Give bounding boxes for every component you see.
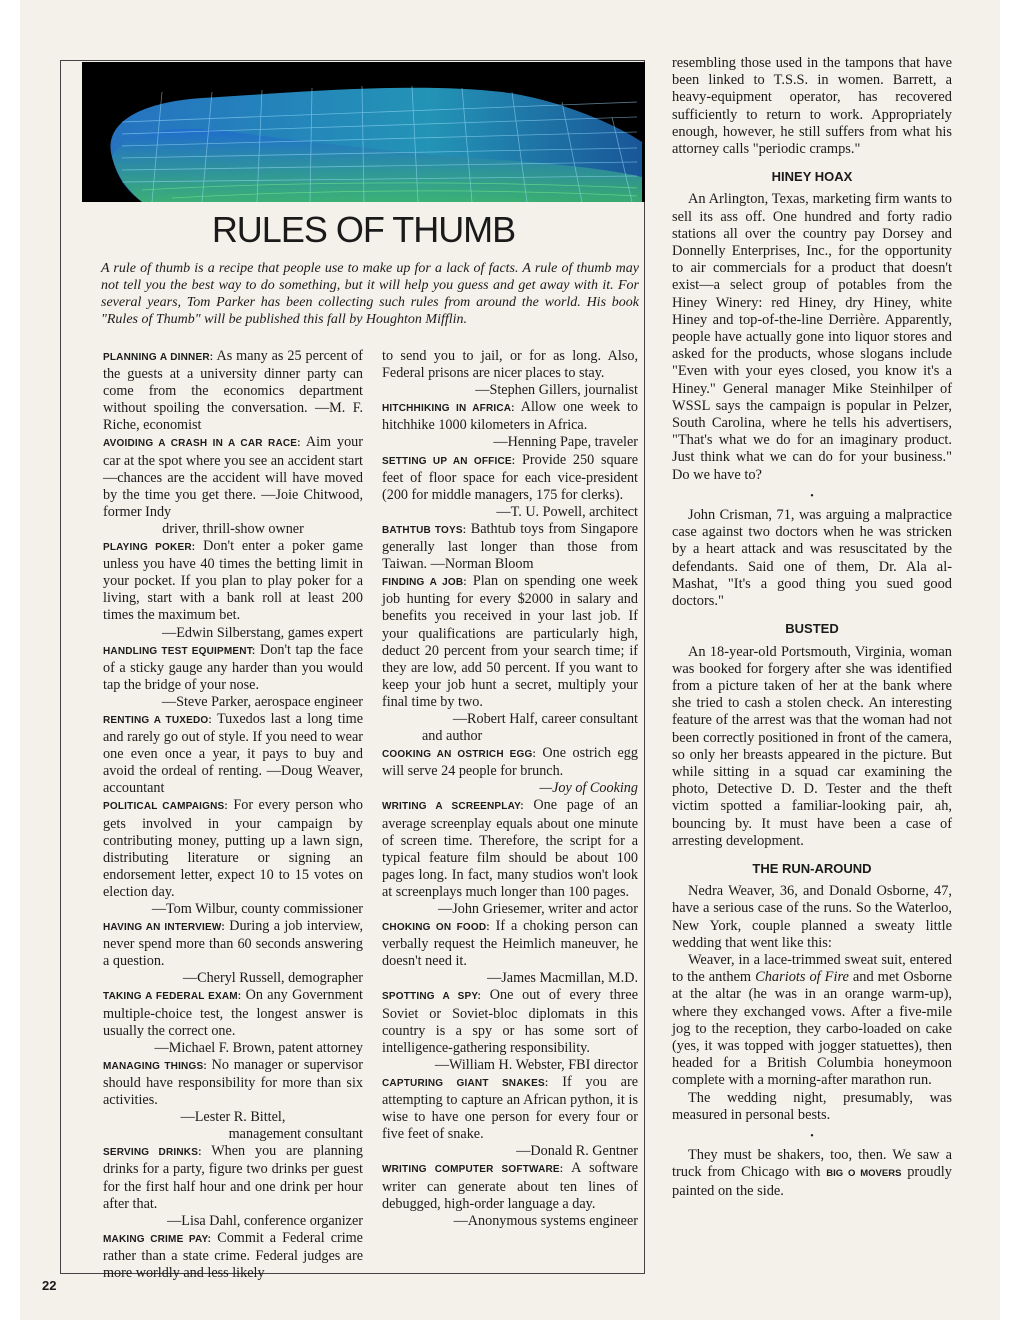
rule-text: When you are planning drinks for a party, figure two drinks per guest for the first half hour and one drink per hour after that. bbox=[103, 1143, 363, 1212]
section-heading: THE RUN-AROUND bbox=[752, 860, 872, 876]
rule-text: Allow one week to hitchhike 1000 kilometers in Africa. bbox=[382, 399, 638, 434]
rule-attribution: —Michael F. Brown, patent attorney bbox=[154, 1039, 363, 1056]
rule-attribution: —Henning Pape, traveler bbox=[493, 434, 638, 451]
rule-entry bbox=[382, 399, 638, 434]
rule-label: HAVING AN INTERVIEW: bbox=[103, 922, 225, 934]
thumb-wireframe-image bbox=[82, 62, 645, 202]
rule-attribution: —James Macmillan, M.D. bbox=[487, 970, 638, 987]
rule-attribution: —William H. Webster, FBI director bbox=[434, 1056, 638, 1073]
paragraph bbox=[672, 952, 952, 1090]
rule-text: Tuxedos last a long time and rarely go out of style. If you need to wear one even once a year, it pays to buy and avoid the ordeal of renting. —Doug Weaver, accountant bbox=[103, 710, 364, 797]
rule-entry bbox=[103, 434, 363, 520]
rules-column-left bbox=[103, 348, 363, 1282]
rule-entry bbox=[103, 538, 363, 624]
paragraph: The wedding night, presumably, was measured in personal bests. bbox=[672, 1089, 952, 1123]
rule-label: SETTING UP AN OFFICE: bbox=[382, 455, 516, 467]
paragraph bbox=[672, 1147, 952, 1200]
rule-label: HANDLING TEST EQUIPMENT: bbox=[103, 645, 256, 657]
rule-attribution: —Donald R. Gentner bbox=[516, 1143, 638, 1160]
rule-text: Don't enter a poker game unless you have 40 times the betting limit in your pocket. If you plan to play poker for a living, start with a bank roll at least 200 times the maximum bet. bbox=[103, 538, 363, 624]
rule-entry bbox=[103, 987, 363, 1039]
rule-entry bbox=[103, 642, 363, 694]
rule-entry bbox=[103, 797, 363, 901]
rule-label: RENTING A TUXEDO: bbox=[103, 714, 212, 726]
section-heading: HINEY HOAX bbox=[771, 169, 853, 185]
rule-entry bbox=[103, 711, 363, 797]
rule-label: MANAGING THINGS: bbox=[103, 1060, 207, 1072]
rule-text: One ostrich egg will serve 24 people for brunch. bbox=[382, 745, 638, 780]
rule-text: Don't tap the face of a sticky gauge any harder than you would tap the bridge of your nose. bbox=[103, 641, 363, 693]
rule-text: Aim your car at the spot where you see an accident start—chances are the accident will have moved by the time you get there. —Joie Chitwood, former Indy bbox=[103, 434, 363, 520]
rule-entry bbox=[103, 1057, 363, 1109]
rule-attribution: —Anonymous systems engineer bbox=[453, 1212, 638, 1229]
rule-text: During a job interview, never spend more than 60 seconds answering a question. bbox=[103, 918, 363, 970]
rule-attribution: —Steve Parker, aerospace engineer bbox=[161, 693, 363, 710]
italic-title: Chariots of Fire bbox=[755, 969, 849, 986]
rule-attribution: —Cheryl Russell, demographer bbox=[182, 970, 363, 987]
rule-attribution: management consultant bbox=[228, 1126, 363, 1143]
paragraph: An 18-year-old Portsmouth, Virginia, woman was booked for forgery after she was identified from a picture taken of her at the bank where she tried to cash a stolen check. An interesting feature of the arrest was that the woman had not been correctly positioned in front of the camera, so only her breasts appeared in the picture. But while sitting in a squad car examining the photo, Detective D. D. Tester and the theft victim spotted a familiar-looking pair, ah, bouncing by. It must have been a case of arresting development. bbox=[672, 643, 952, 849]
rule-label: PLAYING POKER: bbox=[103, 542, 196, 554]
paragraph: resembling those used in the tampons that have been linked to T.S.S. in women. Barrett, a heavy-equipment operator, has recovered sufficiently to return to work. Appropriately enough, however, he still suffers from what his attorney calls "periodic cramps." bbox=[672, 55, 952, 158]
rule-label: HITCHHIKING IN AFRICA: bbox=[382, 403, 515, 415]
news-column-right bbox=[672, 55, 952, 1200]
rule-entry bbox=[382, 745, 638, 780]
rule-text: Plan on spending one week job hunting for every $2000 in salary and benefits you received in your last job. If your qualifications are particularly high, deduct 20 percent from your search time; if they are low, add 50 percent. If you want to keep your job hunt a secret, multiply your final time by two. bbox=[382, 573, 638, 710]
rule-attribution: —Robert Half, career consultant bbox=[452, 710, 638, 727]
rule-label: TAKING A FEDERAL EXAM: bbox=[103, 991, 242, 1003]
rule-text: One page of an average screenplay equals about one minute of screen time. Therefore, the script for a typical feature film should be about 100 pages long. In fact, many studios won't look at screenplays much longer than 100 pages. bbox=[382, 797, 638, 900]
text-run: Weaver, in a lace-trimmed sweat suit, entered to the anthem bbox=[672, 951, 952, 986]
rule-attribution: driver, thrill-show owner bbox=[162, 520, 304, 537]
rule-attribution: —John Griesemer, writer and actor bbox=[438, 901, 638, 917]
rule-attribution: —Edwin Silberstang, games expert bbox=[162, 624, 363, 641]
rule-label: SERVING DRINKS: bbox=[103, 1147, 202, 1159]
rule-text: As many as 25 percent of the guests at a university dinner party can come from the economics department without spoiling the conversation. —M. F. Riche, economist bbox=[103, 348, 363, 434]
rule-entry bbox=[382, 521, 638, 573]
rule-text: On any Government multiple-choice test, the longest answer is usually the correct one. bbox=[103, 987, 363, 1039]
bullet-separator: • bbox=[810, 1130, 814, 1142]
rule-entry bbox=[382, 1074, 638, 1143]
section-heading: BUSTED bbox=[785, 621, 839, 637]
rule-label: PLANNING A DINNER: bbox=[103, 352, 214, 363]
bullet-separator: • bbox=[810, 490, 814, 502]
rule-entry bbox=[382, 797, 638, 901]
rule-text: No manager or supervisor should have responsibility for more than six activities. bbox=[103, 1056, 363, 1109]
rule-label: POLITICAL CAMPAIGNS: bbox=[103, 801, 228, 813]
rule-attribution: —Stephen Gillers, journalist bbox=[475, 382, 638, 399]
rule-attribution: —Lisa Dahl, conference organizer bbox=[167, 1212, 363, 1229]
rule-entry bbox=[382, 452, 638, 504]
text-run: They must be shakers, too, then. We saw a truck from Chicago with bbox=[672, 1147, 952, 1181]
rule-text: If you are attempting to capture an African python, it is wise to have one person for every four or five feet of snake. bbox=[382, 1073, 638, 1143]
rule-label: MAKING CRIME PAY: bbox=[103, 1233, 212, 1245]
rule-text: Commit a Federal crime rather than a state crime. Federal judges are more worldly and less likely bbox=[103, 1229, 363, 1281]
rule-text: to send you to jail, or for as long. Also, Federal prisons are nicer places to stay. bbox=[382, 348, 638, 382]
rule-label: CHOKING ON FOOD: bbox=[382, 922, 490, 934]
rule-attribution: —Joy of Cooking bbox=[539, 780, 638, 797]
rule-label: WRITING COMPUTER SOFTWARE: bbox=[382, 1164, 564, 1176]
rule-label: CAPTURING GIANT SNAKES: bbox=[382, 1077, 549, 1089]
rule-text: One out of every three Soviet or Soviet-bloc diplomats in this country is a spy or has some sort of intelligence-gathering responsibility. bbox=[382, 987, 639, 1056]
page-number: 22 bbox=[42, 1278, 57, 1293]
rule-attribution: —Lester R. Bittel, bbox=[180, 1109, 286, 1126]
rule-entry bbox=[103, 1143, 363, 1212]
small-caps-text: BIG O MOVERS bbox=[826, 1168, 902, 1180]
rule-text: For every person who gets involved in your campaign by contributing money, putting up a lawn sign, distributing literature or signing an endorsement letter, expect 10 to 15 votes on election day. bbox=[103, 797, 363, 900]
rule-text: A software writer can generate about ten lines of debugged, high-order language a day. bbox=[382, 1160, 638, 1212]
rule-label: WRITING A SCREENPLAY: bbox=[382, 801, 524, 813]
text-run: proudly painted on the side. bbox=[672, 1164, 952, 1199]
rule-entry bbox=[382, 573, 638, 711]
article-title: RULES OF THUMB bbox=[211, 209, 516, 250]
paragraph: John Crisman, 71, was arguing a malpractice case against two doctors when he was stricken by a heart attack and was resuscitated by the defendants. Said one of them, Dr. Ala al-Mashat, "It's a good thing you sued good doctors." bbox=[672, 507, 952, 610]
rule-attribution: —Tom Wilbur, county commissioner bbox=[151, 901, 363, 917]
rule-label: BATHTUB TOYS: bbox=[382, 524, 467, 536]
rule-entry bbox=[382, 918, 638, 970]
rule-entry bbox=[382, 1160, 638, 1212]
rule-label: FINDING A JOB: bbox=[382, 577, 467, 589]
article-intro: A rule of thumb is a recipe that people use to make up for a lack of facts. A rule of thumb may not tell you the best way to do something, but it will help you guess and get away with it. For several years, Tom Parker has been collecting such rules from around the world. His book "Rules of Thumb" will be published this fall by Houghton Mifflin. bbox=[101, 261, 639, 327]
rule-entry bbox=[382, 348, 638, 382]
rule-entry bbox=[103, 918, 363, 970]
rule-text: Provide 250 square feet of floor space for each vice-president (200 for middle managers, 175 for clerks). bbox=[382, 451, 638, 503]
rule-entry bbox=[103, 1230, 363, 1282]
paragraph: An Arlington, Texas, marketing firm wants to sell its ass off. One hundred and forty radio stations all over the country pay Dorsey and Donnelly Enterprises, Inc., for the opportunity to air commercials for a product that doesn't exist—a select group of potables from the Hiney Winery: red Hiney, dry Hiney, white Hiney and top-of-the-line Derrière. Apparently, people have actually gone into liquor stores and asked for the products, whose slogans include "Even with your eyes closed, you know it's a Hiney." General manager Mike Steinhilper of WSSL says the campaign is popular in Pelzer, South Carolina, where he tells his advertisers, "That's what we do for an imaginary product. Just think what we can do for your business." Do we have to? bbox=[672, 191, 952, 483]
rule-text: Bathtub toys from Singapore generally last longer than those from Taiwan. —Norman Bloom bbox=[382, 520, 638, 573]
rule-label: SPOTTING A SPY: bbox=[382, 991, 482, 1003]
rule-label: COOKING AN OSTRICH EGG: bbox=[382, 749, 536, 761]
text-run: and met Osborne at the altar (he was in an orange warm-up), where they exchanged vows. After a five-mile jog to the reception, they carbo-loaded on cake (yes, it was topped with jogger statuettes), then headed for a British Columbia honeymoon complete with a morning-after marathon run. bbox=[672, 969, 952, 1089]
rule-text: If a choking person can verbally request the Heimlich maneuver, he doesn't need it. bbox=[382, 918, 638, 970]
rule-attribution: —T. U. Powell, architect bbox=[496, 503, 638, 520]
rule-label: AVOIDING A CRASH IN A CAR RACE: bbox=[103, 438, 301, 450]
paragraph: Nedra Weaver, 36, and Donald Osborne, 47, have a serious case of the runs. So the Waterloo, New York, couple planned a sweaty little wedding that went like this: bbox=[672, 883, 952, 951]
rule-entry bbox=[382, 987, 638, 1056]
rule-entry bbox=[103, 348, 363, 434]
rule-attribution: and author bbox=[422, 728, 483, 745]
rules-column-middle bbox=[382, 348, 638, 1230]
